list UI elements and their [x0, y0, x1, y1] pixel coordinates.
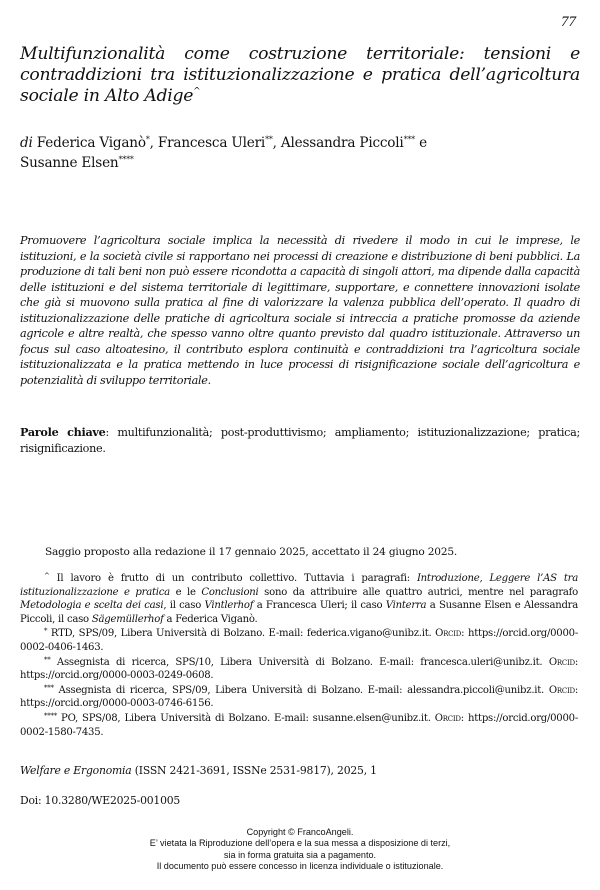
footnote-mark: ***	[44, 683, 54, 692]
author	[158, 135, 281, 151]
article-title	[20, 44, 580, 107]
orcid-link[interactable]: : https://orcid.org/0000-0003-0746-6156.	[20, 684, 578, 710]
case-name: Vinterra	[385, 600, 427, 612]
orcid-link[interactable]: : https://orcid.org/0000-0002-1580-7435.	[20, 712, 578, 738]
footnote-affiliation	[20, 712, 578, 739]
author	[281, 135, 427, 151]
orcid-label: Orcid	[548, 656, 575, 668]
section-name: Metodologia e scelta dei casi	[20, 600, 164, 612]
footnote-affiliation	[20, 684, 578, 711]
copyright-line: Copyright © FrancoAngeli.	[246, 827, 354, 837]
author-name: Francesca Uleri	[157, 135, 266, 151]
orcid-link[interactable]: : https://orcid.org/0000-0003-0249-0608.	[20, 656, 578, 682]
footnote-text: a Susanne Elsen e Alessandra Piccoli, il caso	[20, 600, 579, 625]
page-number: 77	[561, 14, 576, 30]
author-separator: ,	[272, 135, 281, 151]
case-name: Sägemüllerhof	[91, 613, 164, 625]
copyright-line: E’ vietata la Riproduzione dell’opera e la sua messa a disposizione di terzi,	[149, 838, 451, 849]
author	[37, 135, 158, 151]
keywords	[20, 425, 580, 456]
footnotes	[20, 572, 578, 740]
copyright-notice	[100, 827, 500, 873]
orcid-label: Orcid	[548, 684, 575, 696]
journal-name: Welfare e Ergonomia	[20, 764, 132, 777]
footnote-mark: ****	[44, 711, 57, 720]
author-list	[20, 133, 580, 173]
section-name: Introduzione, Leggere l’AS tra istituzionalizzazione e pratica	[20, 573, 578, 598]
author-separator: e	[414, 135, 427, 151]
footnote-text: a Federica Viganò.	[163, 613, 258, 625]
copyright-line: sia in forma gratuita sia a pagamento.	[223, 849, 377, 860]
author-name: Susanne Elsen	[20, 155, 119, 171]
author-note-mark: *	[145, 135, 150, 144]
submission-dates: Saggio proposto alla redazione il 17 gennaio 2025, accettato il 24 giugno 2025.	[45, 546, 458, 558]
title-note-mark: ^	[193, 87, 201, 97]
keywords-label: Parole chiave	[20, 425, 106, 439]
footnote-text: e le	[169, 586, 202, 598]
author-note-mark: ***	[403, 135, 415, 144]
footnote-mark: *	[44, 627, 48, 636]
author-note-mark: ****	[118, 155, 134, 164]
author	[20, 155, 134, 171]
section-name: Conclusioni	[201, 586, 259, 598]
footnote-mark: **	[44, 655, 51, 664]
copyright-line: Il documento può essere concesso in licenza individuale o istituzionale.	[156, 861, 444, 872]
footnote-affiliation	[20, 656, 578, 683]
footnote-text: Il lavoro è frutto di un contributo collettivo. Tuttavia i paragrafi:	[49, 573, 417, 584]
affiliation-text: Assegnista di ricerca, SPS/10, Libera Università di Bolzano. E-mail: francesca.uleri@unibz.it.	[50, 656, 549, 668]
author-name: Federica Viganò	[36, 135, 146, 151]
footnote-affiliation	[20, 627, 578, 654]
case-name: Vintlerhof	[204, 600, 254, 612]
author-separator: ,	[149, 135, 158, 151]
authors-prefix: di	[20, 135, 33, 151]
footnote-collective	[20, 572, 578, 626]
title-text: Multifunzionalità come costruzione territoriale: tensioni e contraddizioni tra istituzionalizzazione e pratica dell’agricoltura sociale in Alto Adige	[20, 44, 580, 106]
footnote-text: , il caso	[163, 600, 205, 612]
footnote-mark: ^	[44, 572, 50, 580]
author-name: Alessandra Piccoli	[280, 135, 404, 151]
keywords-text: : multifunzionalità; post-produttivismo; ampliamento; istituzionalizzazione; pratica; risignificazione.	[20, 426, 580, 455]
author-note-mark: **	[265, 135, 273, 144]
journal-details: (ISSN 2421-3691, ISSNe 2531-9817), 2025, 1	[131, 764, 377, 777]
orcid-label: Orcid	[434, 712, 461, 724]
abstract: Promuovere l’agricoltura sociale implica la necessità di rivedere il modo in cui le imprese, le istituzioni, e la società civile si rapportano nei processi di creazione e distribuzione di beni pubblici. La produzione di tali beni non può essere ricondotta a capacità di singoli attori, ma dipende dalla capacità delle istituzioni e del sistema territoriale di legittimare, supportare, e connettere innovazioni isolate che già si muovono sulla pratica al fine di valorizzare la valenza pubblica dell’operato. Il quadro di istituzionalizzazione delle pratiche di agricoltura sociale si intreccia a pratiche promosse da aziende agricole e altre realtà, che spesso vanno oltre quanto previsto dal quadro istituzionale. Attraverso un focus sul caso altoatesino, il contributo esplora continuità e contraddizioni tra l’agricoltura sociale istituzionalizzata e la pratica mettendo in luce processi di risignificazione sociale dell’agricoltura e potenzialità di sviluppo territoriale.	[20, 234, 580, 387]
footnote-text: a Francesca Uleri; il caso	[253, 600, 386, 612]
journal-citation	[20, 764, 377, 777]
orcid-link[interactable]: : https://orcid.org/0000-0002-0406-1463.	[20, 628, 578, 653]
affiliation-text: PO, SPS/08, Libera Università di Bolzano. E-mail: susanne.elsen@unibz.it.	[57, 712, 435, 724]
affiliation-text: RTD, SPS/09, Libera Università di Bolzano. E-mail: federica.vigano@unibz.it.	[47, 628, 436, 640]
doi[interactable]: Doi: 10.3280/WE2025-001005	[20, 794, 181, 807]
affiliation-text: Assegnista di ricerca, SPS/09, Libera Università di Bolzano. E-mail: alessandra.piccoli@unibz.it.	[53, 684, 549, 696]
orcid-label: Orcid	[435, 628, 462, 640]
footnote-text: sono da attribuire alle quattro autrici, mentre nel paragrafo	[258, 586, 578, 598]
